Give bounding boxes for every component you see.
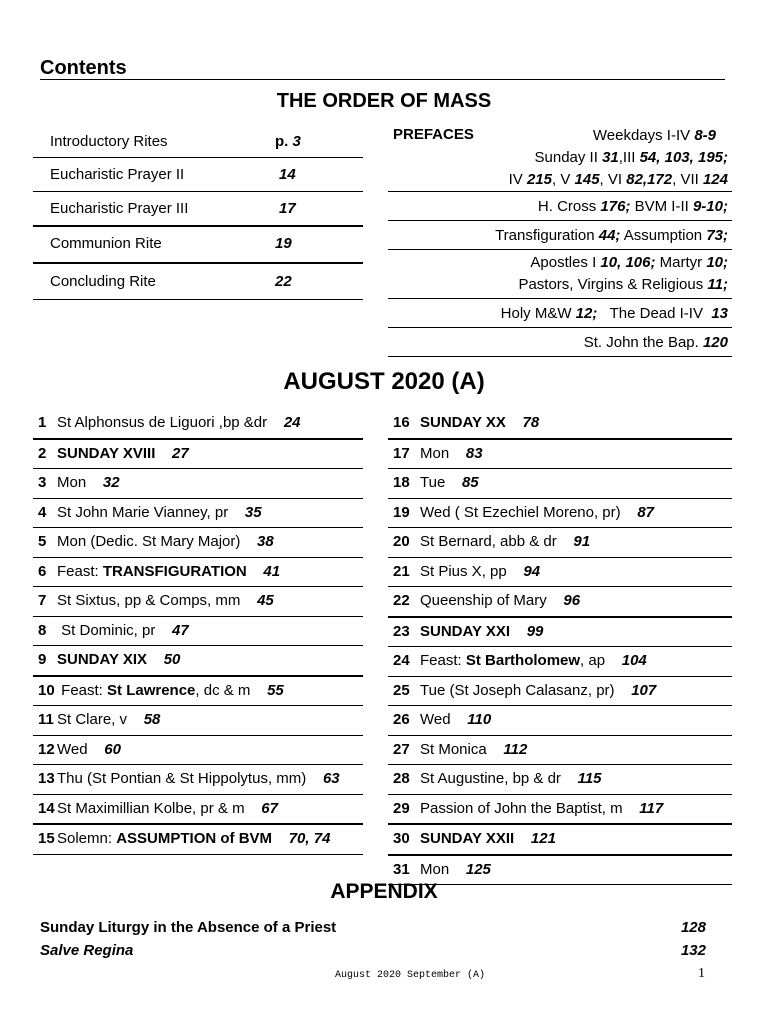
day-gap: [86, 474, 103, 491]
prefaces-row: [388, 250, 732, 299]
day-entry: [57, 558, 280, 586]
mass-row: [33, 264, 363, 300]
day-entry: [420, 587, 580, 615]
august-title: AUGUST 2020 (A): [283, 368, 485, 395]
day-gap: [228, 504, 245, 521]
day-entry: [57, 825, 330, 853]
day-number: 31: [393, 860, 410, 878]
day-entry: [420, 677, 656, 705]
appendix-row: [40, 942, 706, 959]
day-page: 32: [102, 474, 120, 491]
day-gap: [615, 682, 632, 699]
preface-page: 9-10;: [692, 198, 728, 215]
mass-row-label: Eucharistic Prayer III: [50, 200, 189, 217]
day-page: 121: [530, 830, 556, 847]
august-day-row: [33, 440, 363, 470]
preface-page: 120: [702, 334, 728, 351]
mass-row-page: 22: [275, 273, 292, 290]
day-page: 115: [577, 770, 602, 787]
day-entry: [57, 528, 274, 556]
prefaces-heading: PREFACES: [393, 126, 474, 143]
day-text: St Lawrence: [107, 681, 196, 699]
august-day-row: [33, 677, 363, 707]
day-entry: [420, 736, 527, 764]
day-page: 110: [467, 711, 492, 728]
preface-page: 12;: [575, 305, 598, 322]
appendix-title: APPENDIX: [330, 880, 438, 903]
preface-text: Martyr: [655, 254, 707, 271]
day-text: St Pius X, pp: [420, 562, 507, 580]
day-number: 8: [38, 621, 47, 639]
day-gap: [250, 682, 267, 699]
preface-page: 13: [711, 305, 728, 322]
day-gap: [507, 563, 524, 580]
day-text: Mon: [420, 860, 450, 878]
august-left-column: [33, 409, 363, 855]
day-entry: [420, 440, 483, 468]
day-page: 117: [639, 799, 664, 817]
day-number: 28: [393, 770, 410, 787]
preface-text: BVM I-II: [630, 198, 693, 215]
day-gap: [147, 651, 164, 668]
mass-row-label: Concluding Rite: [50, 273, 156, 290]
day-entry: [57, 587, 274, 615]
day-text: Feast:: [420, 652, 466, 669]
day-number: 21: [393, 562, 410, 580]
day-page: 41: [263, 562, 281, 580]
august-day-row: [388, 409, 732, 440]
day-gap: [247, 563, 264, 580]
contents-rule: [40, 79, 725, 80]
day-page: 83: [465, 444, 483, 462]
day-gap: [306, 770, 323, 787]
appendix-label: Sunday Liturgy in the Absence of a Priest: [40, 919, 337, 936]
preface-text: , VI: [599, 171, 627, 188]
day-number: 25: [393, 681, 410, 699]
preface-text: Transfiguration: [495, 227, 599, 244]
day-gap: [155, 445, 172, 462]
day-entry: [57, 677, 284, 705]
order-of-mass-table: [33, 124, 363, 300]
day-page: 24: [283, 414, 301, 431]
preface-text: Sunday II: [534, 149, 603, 166]
day-text: Mon: [420, 444, 450, 462]
preface-text: Pastors, Virgins & Religious: [518, 276, 708, 293]
day-entry: [57, 499, 262, 527]
august-day-row: [33, 795, 363, 826]
day-text: Thu (St Pontian & St Hippolytus, mm): [57, 770, 307, 787]
day-number: 18: [393, 474, 410, 491]
mass-row-label: Eucharistic Prayer II: [50, 166, 185, 183]
prefaces-line: [388, 169, 728, 191]
order-of-mass-title: THE ORDER OF MASS: [276, 90, 492, 112]
day-text: Feast:: [57, 681, 108, 699]
day-number: 24: [393, 652, 410, 669]
day-gap: [623, 800, 640, 817]
day-page: 60: [104, 740, 121, 758]
preface-page: 124: [702, 171, 728, 188]
day-gap: [155, 622, 172, 639]
august-day-row: [388, 558, 732, 588]
day-text: Wed ( St Ezechiel Moreno, pr): [420, 503, 621, 521]
preface-text: The Dead I-IV: [597, 305, 712, 322]
day-gap: [240, 533, 257, 550]
day-entry: [57, 736, 121, 764]
appendix-page: 128: [680, 919, 706, 936]
august-day-row: [388, 469, 732, 499]
day-text: SUNDAY XXI: [420, 622, 511, 640]
prefaces-line: [388, 274, 728, 296]
august-day-row: [33, 587, 363, 617]
august-day-row: [388, 706, 732, 736]
day-number: 7: [38, 592, 47, 609]
day-page: 35: [244, 503, 262, 521]
preface-text: , VII: [672, 171, 703, 188]
day-gap: [561, 770, 578, 787]
prefaces-row: [388, 192, 732, 221]
day-number: 14: [38, 799, 55, 817]
day-page: 70, 74: [288, 830, 331, 847]
day-entry: [420, 558, 540, 586]
day-text: Tue: [420, 474, 446, 491]
day-page: 55: [267, 681, 284, 699]
preface-page: 73;: [706, 227, 728, 244]
day-entry: [420, 706, 491, 734]
mass-row-page: 17: [279, 200, 296, 217]
day-gap: [449, 861, 466, 878]
day-number: 29: [393, 799, 410, 817]
day-number: 30: [393, 830, 410, 847]
day-text: Wed: [57, 740, 88, 758]
august-day-row: [33, 736, 363, 766]
day-number: 12: [38, 740, 55, 758]
day-page: 91: [573, 533, 591, 550]
day-entry: [420, 825, 556, 853]
day-gap: [547, 592, 564, 609]
day-text: TRANSFIGURATION: [102, 562, 247, 580]
august-day-row: [33, 617, 363, 647]
august-day-row: [33, 558, 363, 588]
day-text: St Bernard, abb & dr: [420, 533, 557, 550]
day-gap: [506, 414, 523, 431]
day-page: 87: [637, 503, 654, 521]
day-page: 96: [563, 592, 581, 609]
prefaces-row: [388, 328, 732, 357]
prefaces-block: [388, 124, 732, 357]
day-entry: [57, 765, 340, 793]
appendix-label: Salve Regina: [40, 942, 134, 959]
august-day-row: [388, 440, 732, 470]
day-gap: [245, 800, 262, 817]
august-day-row: [388, 825, 732, 856]
day-text: SUNDAY XXII: [420, 830, 515, 847]
preface-page: 8-9: [694, 127, 716, 144]
day-entry: [57, 617, 189, 645]
august-day-row: [33, 409, 363, 440]
day-gap: [272, 830, 289, 847]
day-gap: [451, 711, 468, 728]
page-number: 3: [292, 133, 301, 150]
day-page: 27: [172, 444, 189, 462]
day-text: SUNDAY XX: [420, 414, 506, 431]
preface-page: 10, 106;: [600, 254, 656, 271]
day-page: 125: [465, 860, 491, 878]
august-day-row: [388, 528, 732, 558]
preface-text: Holy M&W: [500, 305, 576, 322]
day-page: 45: [257, 592, 274, 609]
mass-row: [33, 227, 363, 264]
day-text: St Maximillian Kolbe, pr & m: [57, 799, 245, 817]
day-text: , ap: [580, 652, 606, 669]
day-entry: [420, 765, 602, 793]
day-number: 19: [393, 503, 410, 521]
day-entry: [420, 618, 543, 646]
appendix-page: 132: [680, 942, 706, 959]
day-text: ASSUMPTION of BVM: [116, 830, 273, 847]
day-text: Queenship of Mary: [420, 592, 547, 609]
day-entry: [420, 499, 654, 527]
day-entry: [57, 440, 189, 468]
august-day-row: [388, 499, 732, 529]
day-number: 3: [38, 474, 47, 491]
mass-row-page: 14: [279, 166, 296, 183]
day-text: St Monica: [420, 740, 487, 758]
preface-page: 176;: [600, 198, 631, 215]
day-text: Passion of John the Baptist, m: [420, 799, 623, 817]
day-number: 17: [393, 444, 410, 462]
day-page: 38: [257, 533, 274, 550]
day-number: 2: [38, 444, 47, 462]
appendix-row: [40, 919, 706, 936]
preface-text: Apostles I: [530, 254, 601, 271]
august-day-row: [388, 765, 732, 795]
footer-page-number: 1: [698, 966, 705, 981]
august-day-row: [388, 618, 732, 648]
preface-text: H. Cross: [537, 198, 601, 215]
preface-page: 10;: [706, 254, 728, 271]
preface-text: ,III: [618, 149, 640, 166]
day-page: 85: [461, 474, 479, 491]
mass-row: [33, 192, 363, 227]
august-day-row: [388, 795, 732, 826]
day-entry: [420, 469, 479, 497]
day-gap: [510, 623, 527, 640]
prefaces-row: [388, 221, 732, 250]
august-day-row: [33, 706, 363, 736]
august-day-row: [33, 646, 363, 677]
mass-row: [33, 158, 363, 192]
day-gap: [487, 741, 504, 758]
day-gap: [557, 533, 574, 550]
august-day-row: [388, 677, 732, 707]
august-day-row: [388, 587, 732, 618]
preface-text: Assumption: [620, 227, 707, 244]
august-day-row: [33, 825, 363, 855]
day-text: St Augustine, bp & dr: [420, 770, 561, 787]
day-entry: [57, 409, 301, 437]
day-page: 99: [526, 622, 544, 640]
day-gap: [127, 711, 144, 728]
day-page: 50: [163, 651, 181, 668]
august-day-row: [33, 528, 363, 558]
day-entry: [57, 646, 180, 674]
mass-row-label: Communion Rite: [50, 235, 162, 252]
mass-row-label: Introductory Rites: [50, 133, 168, 150]
day-number: 20: [393, 533, 410, 550]
preface-page: 44;: [598, 227, 621, 244]
day-number: 15: [38, 830, 55, 847]
preface-page: 11;: [707, 276, 728, 293]
day-number: 22: [393, 592, 410, 609]
august-day-row: [388, 736, 732, 766]
preface-page: 82,172: [626, 171, 673, 188]
day-page: 58: [143, 711, 161, 728]
page-prefix: p.: [275, 133, 293, 150]
day-gap: [621, 504, 638, 521]
day-gap: [240, 592, 257, 609]
mass-row-page: 19: [275, 235, 292, 252]
day-gap: [605, 652, 622, 669]
day-text: Mon: [57, 474, 87, 491]
august-day-row: [33, 765, 363, 795]
day-text: SUNDAY XIX: [57, 651, 148, 668]
day-text: , dc & m: [195, 681, 251, 699]
day-page: 47: [172, 621, 189, 639]
day-entry: [420, 795, 663, 823]
day-entry: [420, 647, 647, 675]
august-day-row: [33, 469, 363, 499]
day-entry: [420, 528, 590, 556]
day-page: 94: [523, 562, 541, 580]
preface-page: 145: [574, 171, 600, 188]
day-text: Tue (St Joseph Calasanz, pr): [420, 681, 615, 699]
day-number: 1: [38, 414, 47, 431]
preface-text: Weekdays I-IV: [592, 127, 695, 144]
august-day-row: [388, 647, 732, 677]
prefaces-row: [388, 299, 732, 328]
preface-text: St. John the Bap.: [583, 334, 703, 351]
day-entry: [57, 795, 278, 823]
day-number: 4: [38, 503, 47, 521]
day-number: 16: [393, 414, 410, 431]
day-entry: [57, 469, 120, 497]
footer-text: August 2020 September (A): [335, 970, 486, 981]
day-text: Solemn:: [57, 830, 117, 847]
day-text: St Dominic, pr: [57, 621, 156, 639]
day-gap: [88, 741, 105, 758]
preface-page: 31: [602, 149, 619, 166]
day-text: St Sixtus, pp & Comps, mm: [57, 592, 241, 609]
day-text: St Clare, v: [57, 711, 128, 728]
day-text: Wed: [420, 711, 451, 728]
day-text: SUNDAY XVIII: [57, 444, 156, 462]
mass-row: [33, 124, 363, 158]
preface-page: 54, 103, 195;: [639, 149, 728, 166]
august-day-row: [33, 499, 363, 529]
day-entry: [57, 706, 160, 734]
day-gap: [445, 474, 462, 491]
day-entry: [420, 409, 539, 437]
day-text: St Alphonsus de Liguori ,bp &dr: [57, 414, 268, 431]
day-number: 10: [38, 681, 55, 699]
day-page: 104: [621, 652, 647, 669]
august-right-column: [388, 409, 732, 885]
day-gap: [449, 445, 466, 462]
day-gap: [267, 414, 284, 431]
day-number: 6: [38, 562, 47, 580]
day-number: 11: [38, 711, 54, 728]
day-page: 112: [503, 740, 528, 758]
day-number: 23: [393, 622, 410, 640]
day-number: 9: [38, 651, 47, 668]
contents-heading: Contents: [40, 57, 127, 79]
prefaces-line: [388, 252, 728, 274]
day-gap: [514, 830, 531, 847]
day-number: 26: [393, 711, 410, 728]
mass-row-page: [275, 133, 301, 150]
prefaces-line: [388, 147, 728, 169]
preface-text: IV: [508, 171, 527, 188]
day-page: 107: [631, 681, 657, 699]
day-number: 5: [38, 533, 47, 550]
day-text: Mon (Dedic. St Mary Major): [57, 533, 241, 550]
day-page: 63: [322, 770, 340, 787]
day-number: 27: [393, 740, 410, 758]
day-text: Feast:: [57, 562, 103, 580]
preface-text: , V: [552, 171, 575, 188]
day-page: 78: [522, 414, 540, 431]
day-text: St John Marie Vianney, pr: [57, 503, 229, 521]
preface-page: 215: [526, 171, 552, 188]
day-page: 67: [261, 799, 278, 817]
day-number: 13: [38, 770, 55, 787]
day-text: St Bartholomew: [465, 652, 581, 669]
